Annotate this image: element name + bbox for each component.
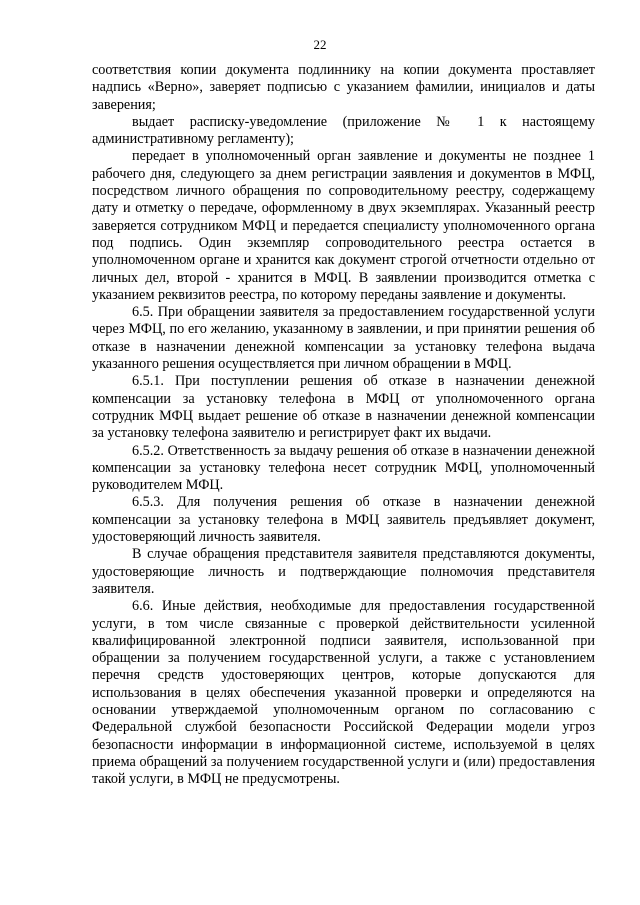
paragraph-6-6: 6.6. Иные действия, необходимые для предоставления государственной услуги, в том числе связанные с проверкой действительности усиленной квалифицированной электронной подписи заявителя, использованной при обращении за получением государственной услуги, а также с установлением перечня средств удостоверяющих центров, которые допускаются для использования в целях обеспечения указанной проверки и определяются на основании утверждаемой уполномоченным органом по согласованию с Федеральной службой безопасности Российской Федерации модели угроз безопасности информации в информационной системе, используемой в целях приема обращений за получением государственной услуги и (или) предоставления такой услуги, в МФЦ не предусмотрены.	[92, 598, 595, 788]
paragraph-6-5-2: 6.5.2. Ответственность за выдачу решения об отказе в назначении денежной компенсации за установку телефона несет сотрудник МФЦ, уполномоченный руководителем МФЦ.	[92, 442, 595, 494]
paragraph-receipt: выдает расписку-уведомление (приложение № 1 к настоящему административному регламенту);	[92, 113, 595, 148]
paragraph-transfer-documents: передает в уполномоченный орган заявление и документы не позднее 1 рабочего дня, следующего за днем регистрации заявления и документов в МФЦ, посредством личного обращения по сопроводительному реестру, содержащему дату и отметку о передаче, оформленному в двух экземплярах. Указанный реестр заверяется сотрудником МФЦ и передается специалисту уполномоченного органа под подпись. Один экземпляр сопроводительного реестра остается в уполномоченном органе и хранится как документ строгой отчетности отдельно от личных дел, второй - хранится в МФЦ. В заявлении производится отметка с указанием реквизитов реестра, по которому переданы заявление и документы.	[92, 148, 595, 303]
paragraph-6-5-1: 6.5.1. При поступлении решения об отказе в назначении денежной компенсации за установку телефона в МФЦ от уполномоченного органа сотрудник МФЦ выдает решение об отказе в назначении денежной компенсации за установку телефона заявителю и регистрирует факт их выдачи.	[92, 373, 595, 442]
page-number: 22	[313, 37, 327, 52]
document-body	[92, 62, 595, 788]
paragraph-6-5: 6.5. При обращении заявителя за предоставлением государственной услуги через МФЦ, по его желанию, указанному в заявлении, и при принятии решения об отказе в назначении денежной компенсации за установку телефона выдача указанного решения осуществляется при личном обращении в МФЦ.	[92, 304, 595, 373]
paragraph-representative: В случае обращения представителя заявителя представляются документы, удостоверяющие личность и подтверждающие полномочия представителя заявителя.	[92, 546, 595, 597]
paragraph-6-5-3: 6.5.3. Для получения решения об отказе в назначении денежной компенсации за установку телефона в МФЦ заявитель предъявляет документ, удостоверяющий личность заявителя.	[92, 494, 595, 546]
paragraph-copy-certification: соответствия копии документа подлиннику на копии документа проставляет надпись «Верно», заверяет подписью с указанием фамилии, инициалов и даты заверения;	[92, 62, 595, 113]
